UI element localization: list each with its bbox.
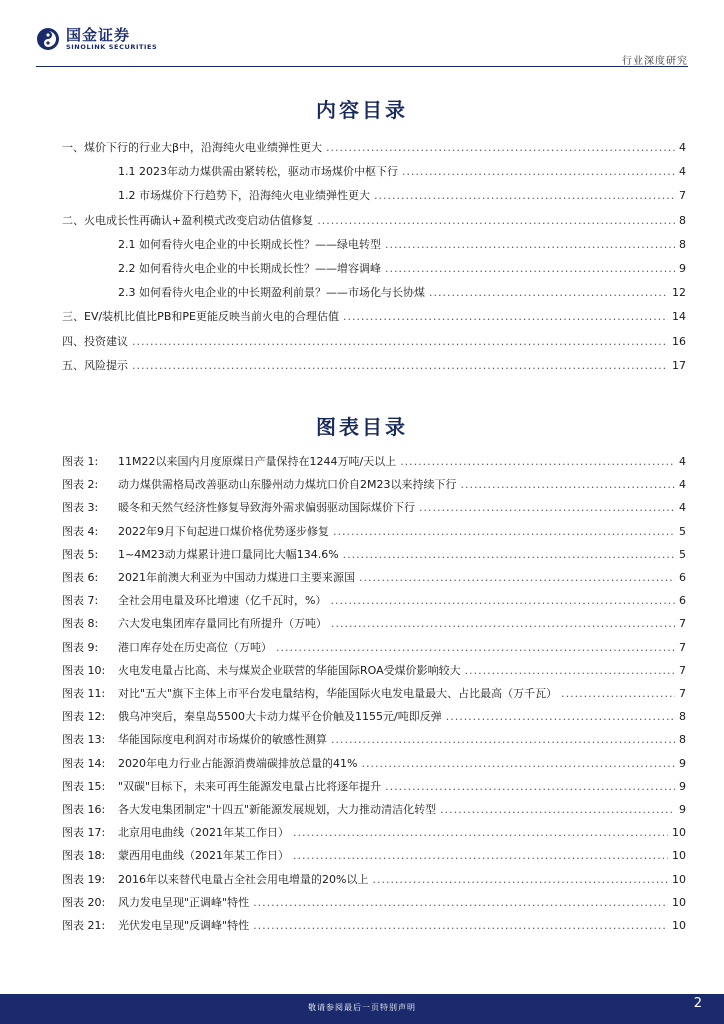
dot-leader (343, 547, 675, 563)
figure-entry-number: 图表 16: (62, 803, 106, 816)
logo-emblem-icon (36, 27, 60, 51)
figure-entry-label: 2016年以来替代电量占全社会用电增量的20%以上 (118, 872, 369, 886)
figure-entry-label: 对比"五大"旗下主体上市平台发电量结构，华能国际火电发电量最大、占比最高（万千瓦） (118, 687, 558, 700)
figure-entry-page: 8 (679, 733, 686, 747)
figure-entry[interactable] (62, 802, 686, 818)
figure-entry-label: 六大发电集团库存量同比有所提升（万吨） (118, 617, 327, 631)
figure-entry-number: 图表 19: (62, 872, 106, 886)
dot-leader (385, 779, 675, 795)
figure-entry-page: 10 (672, 826, 686, 840)
dot-leader (561, 686, 675, 702)
contents-entry[interactable] (62, 334, 686, 350)
contents-entry-label: 二、火电成长性再确认+盈利模式改变启动估值修复 (62, 213, 314, 227)
dot-leader (293, 848, 668, 864)
figure-entry-number: 图表 13: (62, 733, 106, 747)
contents-entry-label: 2.2 如何看待火电企业的中长期成长性？——增容调峰 (118, 262, 381, 275)
figure-entry-number: 图表 10: (62, 663, 106, 677)
figure-entry-page: 4 (679, 478, 686, 492)
figure-entry-number: 图表 1: (62, 455, 99, 468)
figure-entry-label: 港口库存处在历史高位（万吨） (118, 640, 272, 654)
figure-entry-label: 暖冬和天然气经济性修复导致海外需求偏弱驱动国际煤价下行 (118, 501, 415, 515)
figure-entry-label: 各大发电集团制定"十四五"新能源发展规划，大力推动清洁化转型 (118, 803, 437, 816)
figure-entry-number: 图表 6: (62, 571, 99, 584)
contents-entry[interactable] (118, 285, 686, 301)
contents-entry-label: 2.3 如何看待火电企业的中长期盈利前景？——市场化与长协煤 (118, 286, 425, 300)
contents-entry-label: 五、风险提示 (62, 358, 128, 372)
figure-entry-page: 7 (679, 663, 686, 677)
contents-entry-page: 9 (679, 262, 686, 275)
figure-entry-label: 光伏发电呈现"反调峰"特性 (118, 919, 250, 932)
contents-entry-page: 12 (672, 286, 686, 300)
dot-leader (253, 918, 668, 934)
dot-leader (440, 802, 675, 818)
figure-entry[interactable] (62, 756, 686, 772)
figure-entry-label: 2021年前澳大利亚为中国动力煤进口主要来源国 (118, 571, 355, 584)
figure-entry-page: 9 (679, 779, 686, 793)
contents-entry-page: 8 (679, 213, 686, 227)
figure-entry[interactable] (62, 686, 686, 702)
page-header (0, 0, 724, 66)
figure-entry-page: 9 (679, 803, 686, 816)
figure-entry-number: 图表 15: (62, 779, 106, 793)
dot-leader (400, 454, 675, 470)
dot-leader (419, 500, 675, 516)
figure-entry[interactable] (62, 593, 686, 609)
contents-entry-label: 四、投资建议 (62, 334, 128, 348)
figure-entry-number: 图表 4: (62, 524, 99, 538)
figure-entry-page: 8 (679, 710, 686, 724)
figure-entry-number: 图表 8: (62, 617, 99, 631)
dot-leader (317, 213, 675, 229)
dot-leader (276, 640, 675, 656)
figure-entry[interactable] (62, 547, 686, 563)
dot-leader (446, 709, 675, 725)
figure-entry[interactable] (62, 895, 686, 911)
figure-entry-label: 1~4M23动力煤累计进口量同比大幅134.6% (118, 547, 339, 561)
dot-leader (132, 358, 668, 374)
contents-entry[interactable] (118, 261, 686, 277)
figure-entry-page: 10 (672, 895, 686, 909)
figure-entry[interactable] (62, 779, 686, 795)
dot-leader (359, 570, 675, 586)
figure-entry-page: 7 (679, 640, 686, 654)
figure-entry-number: 图表 9: (62, 640, 99, 654)
figure-entry-number: 图表 14: (62, 756, 106, 770)
figure-entry-number: 图表 21: (62, 919, 106, 932)
contents-entry-page: 16 (672, 334, 686, 348)
figure-entry[interactable] (62, 825, 686, 841)
figures-title: 图表目录 (316, 415, 408, 439)
figure-entry-page: 4 (679, 455, 686, 468)
figure-entry-number: 图表 2: (62, 478, 99, 492)
figure-entry-page: 5 (679, 524, 686, 538)
figure-entry-number: 图表 12: (62, 710, 106, 724)
contents-entry[interactable] (118, 164, 686, 180)
dot-leader (361, 756, 675, 772)
dot-leader (253, 895, 668, 911)
figure-entry-page: 7 (679, 687, 686, 700)
contents-entry-page: 7 (679, 189, 686, 203)
figure-entry-label: 风力发电呈现"正调峰"特性 (118, 895, 250, 909)
dot-leader (132, 334, 668, 350)
dot-leader (402, 164, 675, 180)
figure-entry[interactable] (62, 848, 686, 864)
company-logo (36, 27, 157, 51)
figure-entry-number: 图表 7: (62, 594, 99, 608)
figure-entry[interactable] (62, 663, 686, 679)
contents-entry-page: 17 (672, 358, 686, 372)
report-category: 行业深度研究 (622, 56, 688, 67)
contents-entry[interactable] (62, 140, 686, 156)
figure-entry-number: 图表 17: (62, 826, 106, 840)
dot-leader (331, 732, 675, 748)
figure-entry[interactable] (62, 477, 686, 493)
contents-entry-page: 4 (679, 141, 686, 154)
figure-entry[interactable] (62, 524, 686, 540)
contents-entry-page: 14 (672, 310, 686, 324)
dot-leader (465, 663, 675, 679)
figure-entry[interactable] (62, 500, 686, 516)
figure-entry-page: 10 (672, 919, 686, 932)
dot-leader (330, 593, 675, 609)
contents-title: 内容目录 (316, 98, 408, 122)
contents-entry-label: 三、EV/装机比值比PB和PE更能反映当前火电的合理估值 (62, 310, 339, 324)
figure-entry-label: 全社会用电量及环比增速（亿千瓦时，%） (118, 594, 327, 608)
dot-leader (385, 261, 675, 277)
figure-entry-number: 图表 11: (62, 687, 106, 700)
logo-en-text: SINOLINK SECURITIES (66, 43, 158, 51)
dot-leader (331, 616, 675, 632)
figure-entry-label: 11M22以来国内月度原煤日产量保持在1244万吨/天以上 (118, 455, 397, 468)
dot-leader (460, 477, 675, 493)
figure-entry-label: 华能国际度电利润对市场煤价的敏感性测算 (118, 733, 327, 747)
dot-leader (333, 524, 675, 540)
contents-entry[interactable] (62, 213, 686, 229)
figure-entry-number: 图表 20: (62, 895, 106, 909)
figure-entry[interactable] (62, 709, 686, 725)
contents-entry-page: 8 (679, 237, 686, 251)
figure-entry[interactable] (62, 732, 686, 748)
footer-disclaimer: 敬请参阅最后一页特别声明 (308, 1003, 416, 1012)
figure-entry-label: 火电发电量占比高、未与煤炭企业联营的华能国际ROA受煤价影响较大 (118, 663, 461, 677)
figure-entry-page: 10 (672, 849, 686, 863)
contents-entry-label: 1.2 市场煤价下行趋势下，沿海纯火电业绩弹性更大 (118, 189, 370, 203)
dot-leader (326, 140, 675, 156)
figure-entry-label: 2020年电力行业占能源消费端碳排放总量的41% (118, 756, 358, 770)
figure-entry-number: 图表 18: (62, 849, 106, 863)
dot-leader (372, 872, 668, 888)
figure-entry-label: 2022年9月下旬起进口煤价格优势逐步修复 (118, 524, 329, 538)
page-number: 2 (693, 996, 702, 1011)
figure-entry-label: "双碳"目标下，未来可再生能源发电量占比将逐年提升 (118, 779, 382, 793)
logo-cn-text: 国金证券 (66, 26, 131, 44)
header-divider (36, 66, 688, 67)
figure-entry-page: 10 (672, 872, 686, 886)
figure-entry-label: 动力煤供需格局改善驱动山东滕州动力煤坑口价自2M23以来持续下行 (118, 478, 457, 492)
figure-entry-page: 6 (679, 594, 686, 608)
contents-entry[interactable] (62, 309, 686, 325)
figure-entry-page: 7 (679, 617, 686, 631)
contents-entry-label: 2.1 如何看待火电企业的中长期成长性？——绿电转型 (118, 237, 381, 251)
dot-leader (374, 188, 675, 204)
dot-leader (343, 309, 668, 325)
figure-entry-number: 图表 5: (62, 547, 99, 561)
figure-entry[interactable] (62, 454, 686, 470)
contents-entry-label: 一、煤价下行的行业大β中，沿海纯火电业绩弹性更大 (62, 141, 323, 154)
figure-entry-label: 北京用电曲线（2021年某工作日） (118, 826, 289, 840)
contents-entry-page: 4 (679, 165, 686, 179)
dot-leader (293, 825, 668, 841)
figure-entry[interactable] (62, 570, 686, 586)
figure-entry[interactable] (62, 640, 686, 656)
figure-entry-page: 6 (679, 571, 686, 584)
figure-entry[interactable] (62, 918, 686, 934)
figure-entry-page: 5 (679, 547, 686, 561)
contents-entry[interactable] (62, 358, 686, 374)
figure-entry-label: 俄乌冲突后，秦皇岛5500大卡动力煤平仓价触及1155元/吨即反弹 (118, 710, 442, 724)
figure-entry-page: 9 (679, 756, 686, 770)
contents-entry-label: 1.1 2023年动力煤供需由紧转松，驱动市场煤价中枢下行 (118, 165, 398, 179)
contents-entry[interactable] (118, 188, 686, 204)
dot-leader (429, 285, 668, 301)
dot-leader (385, 237, 675, 253)
figure-entry-label: 蒙西用电曲线（2021年某工作日） (118, 849, 289, 863)
figure-entry-page: 4 (679, 501, 686, 515)
figure-entry[interactable] (62, 872, 686, 888)
figure-entry[interactable] (62, 616, 686, 632)
figure-entry-number: 图表 3: (62, 501, 99, 515)
contents-entry[interactable] (118, 237, 686, 253)
